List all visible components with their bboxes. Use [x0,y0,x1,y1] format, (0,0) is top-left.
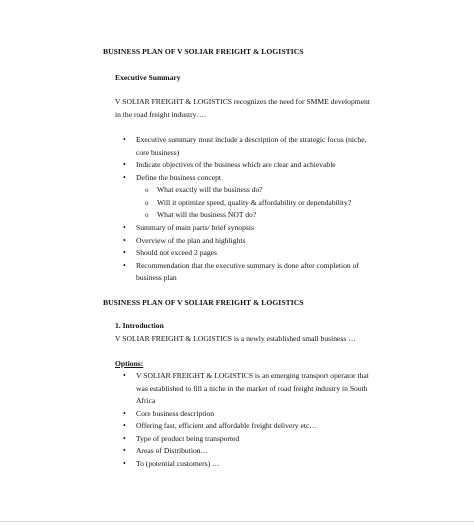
bullet-icon: • [123,421,126,430]
sub-list-item: o What exactly will the business do? [157,184,351,197]
list-item: • Core business description [136,408,369,421]
section2-intro-line: V SOLIAR FREIGHT & LOGISTICS is a newly established small business … [115,334,356,343]
bullet-icon: • [123,458,126,468]
section1-intro-line2: in the road freight industry…. [115,110,206,119]
circle-bullet-icon: o [145,198,149,207]
list-item: • Should not exceed 2 pages [136,247,359,260]
list-item: • Offering fast, efficient and affordable freight delivery etc… [136,420,369,433]
bullet-icon: • [123,371,126,380]
bullet-icon: • [123,235,126,245]
list-item-continuation: business plan [136,273,177,282]
sub-list-item: o What will the business NOT do? [157,209,351,222]
bullet-icon: • [123,135,126,144]
bullet-icon: • [123,160,126,169]
bullet-icon: • [123,408,126,418]
list-item: • Areas of Distribution… [136,445,369,458]
list-item: • Indicate objectives of the business which are clear and achievable [136,159,366,172]
list-item-continuation: was established to fill a niche in the market of road freight industry in South [136,383,368,393]
bullet-icon: • [123,433,126,443]
bullet-icon: • [123,172,126,182]
page-bottom-divider [0,521,474,522]
section1-sub-list [145,184,352,222]
options-list [123,370,369,470]
sub-list-item: o Will it optimize speed, quality & affordability or dependability? [157,197,351,210]
section1-intro-line1: V SOLIAR FREIGHT & LOGISTICS recognizes the need for SMME development [115,97,370,106]
section1-bullet-list-continued [123,222,359,285]
section2-title: BUSINESS PLAN OF V SOLIAR FREIGHT & LOGISTICS [103,298,304,307]
bullet-icon: • [123,446,126,455]
list-item: • To (potential customers) … [136,458,369,471]
list-item: • Executive summary must include a description of the strategic focus (niche, [136,134,366,147]
section1-subtitle: Executive Summary [115,73,181,82]
list-item: • Summary of main parts/ brief synopsis [136,222,359,235]
list-item: • Recommendation that the executive summary is done after completion of [136,260,359,273]
options-label: Options: [115,359,144,368]
section2-subtitle: 1. Introduction [115,321,164,330]
bullet-icon: • [123,260,126,270]
list-item: • Type of product being transported [136,433,369,446]
section1-bullet-list [123,134,367,184]
section1-title: BUSINESS PLAN OF V SOLIAR FREIGHT & LOGISTICS [103,47,304,56]
circle-bullet-icon: o [145,211,149,219]
list-item: • V SOLIAR FREIGHT & LOGISTICS is an emerging transport operator that [136,370,369,383]
circle-bullet-icon: o [145,186,149,194]
list-item-continuation: Africa [136,396,156,405]
bullet-icon: • [123,248,126,257]
list-item: • Overview of the plan and highlights [136,235,359,248]
bullet-icon: • [123,223,126,232]
list-item: • Define the business concept [136,172,366,185]
list-item-continuation: core business) [136,147,180,157]
